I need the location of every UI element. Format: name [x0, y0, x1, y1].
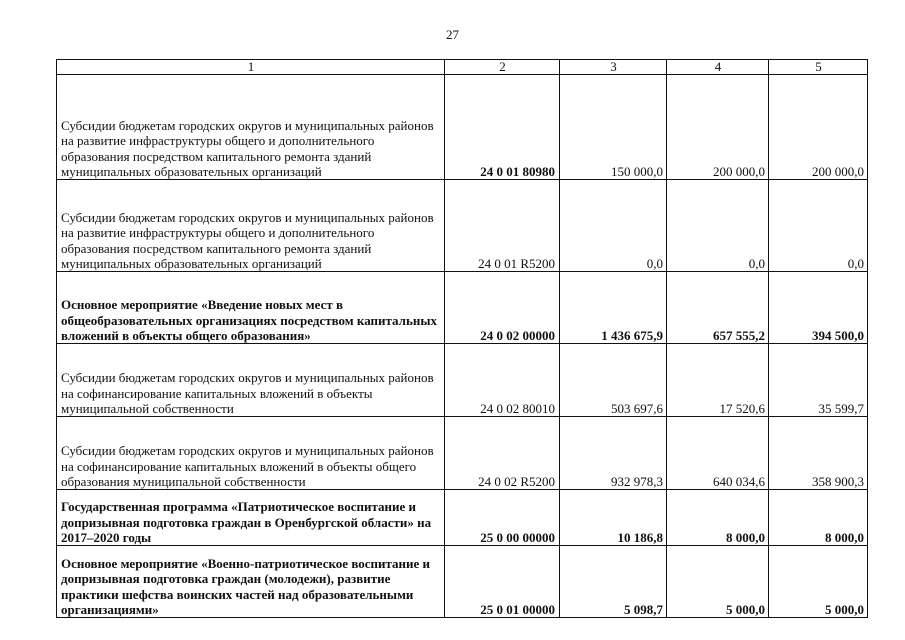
row-value-col5: 200 000,0: [769, 75, 868, 180]
row-value-col4: 200 000,0: [667, 75, 769, 180]
row-name: Субсидии бюджетам городских округов и муниципальных районов на развитие инфраструктуры общего и дополнительного образования посредством капитального ремонта зданий муниципальных образовательных организаций: [57, 180, 445, 272]
table-row: [57, 546, 868, 618]
table-row: [57, 75, 868, 180]
table-row: [57, 417, 868, 490]
table-header-row: [57, 60, 868, 75]
table-row: [57, 272, 868, 344]
row-name: Субсидии бюджетам городских округов и муниципальных районов на софинансирование капитальных вложений в объекты общего образования муниципальной собственности: [57, 417, 445, 490]
column-header-1: 1: [57, 60, 445, 75]
column-header-5: 5: [769, 60, 868, 75]
row-value-col5: 8 000,0: [769, 490, 868, 546]
row-name: Субсидии бюджетам городских округов и муниципальных районов на софинансирование капитальных вложений в объекты муниципальной собственности: [57, 344, 445, 417]
row-name: Субсидии бюджетам городских округов и муниципальных районов на развитие инфраструктуры общего и дополнительного образования посредством капитального ремонта зданий муниципальных образовательных организаций: [57, 75, 445, 180]
column-header-3: 3: [560, 60, 667, 75]
row-value-col4: 0,0: [667, 180, 769, 272]
row-code: 24 0 01 R5200: [445, 180, 560, 272]
column-header-4: 4: [667, 60, 769, 75]
budget-table: [56, 59, 868, 618]
row-value-col4: 8 000,0: [667, 490, 769, 546]
column-header-2: 2: [445, 60, 560, 75]
row-value-col5: 35 599,7: [769, 344, 868, 417]
row-value-col3: 10 186,8: [560, 490, 667, 546]
row-value-col5: 0,0: [769, 180, 868, 272]
row-name: Основное мероприятие «Военно-патриотическое воспитание и допризывная подготовка граждан (молодежи), развитие практики шефства воинских частей над образовательными организациями»: [57, 546, 445, 618]
row-code: 24 0 02 00000: [445, 272, 560, 344]
row-value-col4: 657 555,2: [667, 272, 769, 344]
row-value-col4: 640 034,6: [667, 417, 769, 490]
row-code: 24 0 02 R5200: [445, 417, 560, 490]
row-code: 24 0 01 80980: [445, 75, 560, 180]
row-value-col5: 394 500,0: [769, 272, 868, 344]
row-value-col5: 5 000,0: [769, 546, 868, 618]
table-row: [57, 344, 868, 417]
row-value-col4: 5 000,0: [667, 546, 769, 618]
row-value-col3: 5 098,7: [560, 546, 667, 618]
row-value-col3: 0,0: [560, 180, 667, 272]
row-code: 25 0 00 00000: [445, 490, 560, 546]
row-name: Государственная программа «Патриотическое воспитание и допризывная подготовка граждан в Оренбургской области» на 2017–2020 годы: [57, 490, 445, 546]
row-value-col3: 503 697,6: [560, 344, 667, 417]
table-row: [57, 180, 868, 272]
page-number: 27: [446, 27, 459, 42]
table-row: [57, 490, 868, 546]
row-code: 24 0 02 80010: [445, 344, 560, 417]
row-value-col5: 358 900,3: [769, 417, 868, 490]
row-value-col3: 1 436 675,9: [560, 272, 667, 344]
row-value-col4: 17 520,6: [667, 344, 769, 417]
row-value-col3: 932 978,3: [560, 417, 667, 490]
row-name: Основное мероприятие «Введение новых мест в общеобразовательных организациях посредством капитальных вложений в объекты общего образования»: [57, 272, 445, 344]
row-code: 25 0 01 00000: [445, 546, 560, 618]
row-value-col3: 150 000,0: [560, 75, 667, 180]
